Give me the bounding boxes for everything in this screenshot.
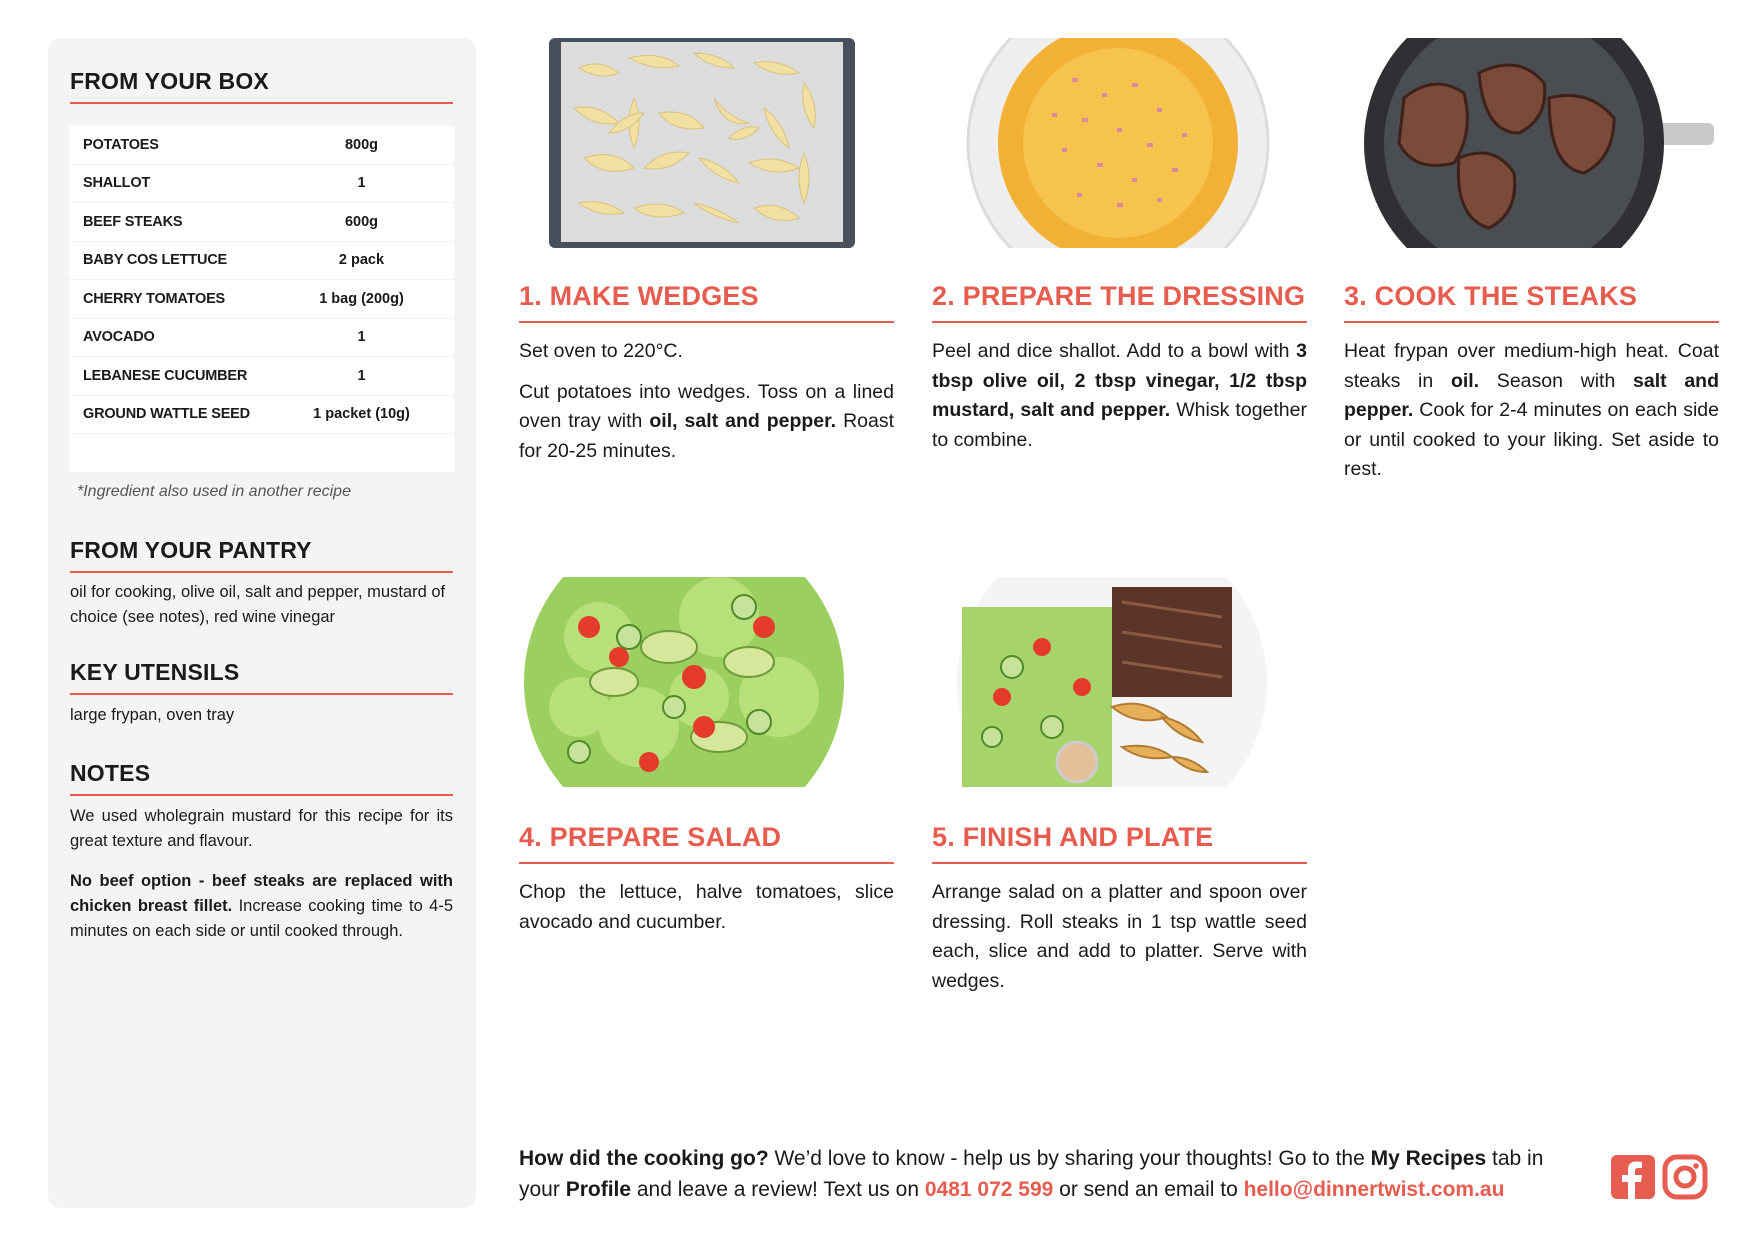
instagram-icon[interactable] [1662, 1154, 1708, 1200]
ingredient-qty: 1 [357, 329, 366, 346]
ingredient-name: BABY COS LETTUCE [83, 252, 227, 269]
footer-my-recipes: My Recipes [1370, 1147, 1487, 1170]
step-3-rule [1344, 321, 1719, 323]
step-2-text [932, 337, 1307, 466]
ingredient-row [69, 165, 454, 204]
step-2-title: 2. PREPARE THE DRESSING [932, 281, 1306, 311]
box-title-rule [70, 102, 453, 104]
ingredient-row [69, 357, 454, 396]
step-1-p2 [519, 378, 894, 467]
ingredient-qty: 1 bag (200g) [319, 290, 404, 307]
step-3-p1-bold-1: oil. [1450, 369, 1480, 392]
ingredient-qty: 1 packet (10g) [313, 406, 410, 423]
footer-phone-link[interactable]: 0481 072 599 [924, 1178, 1054, 1201]
ingredient-name: POTATOES [83, 136, 159, 153]
footer-question: How did the cooking go? [519, 1147, 769, 1170]
ingredient-name: CHERRY TOMATOES [83, 290, 226, 307]
ingredient-name: LEBANESE CUCUMBER [83, 367, 248, 384]
ingredient-qty: 600g [344, 213, 379, 230]
ingredient-name: BEEF STEAKS [83, 213, 183, 230]
step-1-p2-a: Cut potatoes into wedges. Toss on a lined oven tray with [519, 380, 894, 432]
ingredient-row [69, 126, 454, 165]
utensils-title-rule [70, 693, 453, 695]
step-3-p1-e: Cook for 2-4 minutes on each side or until cooked to your liking. Set aside to rest. [1344, 399, 1719, 480]
platter-photo [932, 577, 1307, 787]
step-4-p1: Chop the lettuce, halve tomatoes, slice avocado and cucumber. [519, 881, 894, 933]
ingredients-panel [48, 38, 476, 1208]
step-3-p1 [1344, 337, 1719, 485]
ingredient-row [69, 280, 454, 319]
footer-text-1: We’d love to know - help us by sharing your thoughts! Go to the [768, 1147, 1371, 1170]
step-4-title: 4. PREPARE SALAD [519, 822, 782, 852]
notes-bold: No beef option - beef steaks are replaced with chicken breast fillet. [70, 872, 453, 915]
step-5-rule [932, 862, 1307, 864]
step-3-title: 3. COOK THE STEAKS [1344, 281, 1638, 311]
box-title: FROM YOUR BOX [70, 68, 269, 94]
step-1-text [519, 337, 894, 477]
ingredient-qty: 1 [357, 175, 366, 192]
step-2-p1-a: Peel and dice shallot. Add to a bowl with [932, 340, 1297, 362]
footer-text-4: or send an email to [1053, 1178, 1244, 1201]
notes-title-rule [70, 794, 453, 796]
ingredient-name: AVOCADO [83, 329, 155, 346]
pantry-title-rule [70, 571, 453, 573]
step-2-p1-c: Whisk together to combine. [932, 399, 1307, 451]
step-5-title: 5. FINISH AND PLATE [932, 822, 1214, 852]
step-1-p2-bold: oil, salt and pepper. [649, 410, 837, 432]
step-1-p1: Set oven to 220°C. [519, 340, 683, 362]
feedback-footer [519, 1143, 1579, 1205]
step-1-p2-c: Roast for 20-25 minutes. [519, 410, 895, 462]
step-1-rule [519, 321, 894, 323]
footer-text-3: and leave a review! Text us on [631, 1178, 925, 1201]
ingredients-table [69, 126, 454, 472]
ingredient-name: GROUND WATTLE SEED [83, 406, 250, 423]
pantry-text: oil for cooking, olive oil, salt and pepper, mustard of choice (see notes), red wine vinegar [70, 583, 446, 626]
notes-paragraph-1: We used wholegrain mustard for this recipe for its great texture and flavour. [70, 807, 453, 850]
step-3-p1-a: Heat frypan over medium-high heat. Coat steaks in [1344, 340, 1719, 392]
ingredient-row [69, 319, 454, 358]
notes-rest: Increase cooking time to 4-5 minutes on each side or until cooked through. [70, 897, 453, 940]
step-5-text [932, 878, 1307, 1007]
utensils-title: KEY UTENSILS [70, 659, 240, 685]
ingredient-row [69, 396, 454, 435]
steaks-photo [1344, 38, 1719, 248]
step-3-p1-bold-2: salt and pepper. [1344, 369, 1719, 421]
facebook-icon[interactable] [1610, 1154, 1656, 1200]
notes-paragraph-2 [70, 869, 453, 944]
ingredient-footnote: *Ingredient also used in another recipe [77, 483, 351, 500]
step-3-p1-c: Season with [1479, 369, 1634, 392]
step-2-p1 [932, 337, 1307, 455]
ingredient-row [69, 203, 454, 242]
footer-profile: Profile [565, 1178, 632, 1201]
step-1-title: 1. MAKE WEDGES [519, 281, 759, 311]
footer-email-link[interactable]: hello@dinnertwist.com.au [1243, 1178, 1505, 1201]
step-2-rule [932, 321, 1307, 323]
dressing-photo [932, 38, 1307, 248]
utensils-text: large frypan, oven tray [70, 706, 235, 724]
wedges-photo [519, 38, 894, 248]
salad-photo [519, 577, 894, 787]
ingredient-qty: 800g [344, 136, 379, 153]
notes-title: NOTES [70, 760, 151, 786]
step-4-rule [519, 862, 894, 864]
step-2-p1-bold: 3 tbsp olive oil, 2 tbsp vinegar, 1/2 tbsp mustard, salt and pepper. [932, 340, 1307, 421]
pantry-title: FROM YOUR PANTRY [70, 537, 312, 563]
step-3-text [1344, 337, 1719, 496]
ingredient-row-empty [69, 434, 454, 472]
ingredient-name: SHALLOT [83, 175, 151, 192]
ingredient-row [69, 242, 454, 281]
ingredient-qty: 2 pack [338, 252, 385, 269]
ingredient-qty: 1 [357, 367, 366, 384]
step-4-text [519, 878, 894, 948]
footer-text-2: tab in your [519, 1147, 1544, 1201]
step-5-p1: Arrange salad on a platter and spoon over dressing. Roll steaks in 1 tsp wattle seed each, slice and add to platter. Serve with wedges. [932, 881, 1307, 992]
